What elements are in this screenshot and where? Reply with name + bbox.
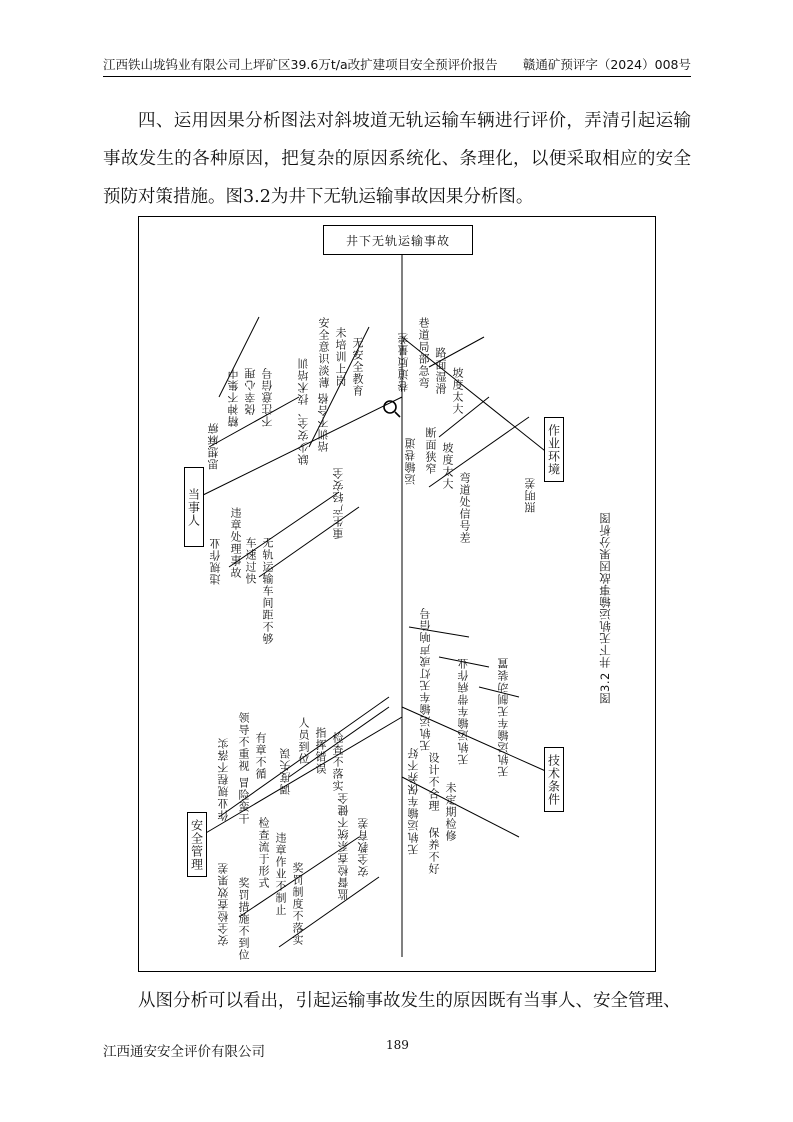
body-paragraph: 四、运用因果分析图法对斜坡道无轨运输车辆进行评价，弄清引起运输事故发生的各种原因，把复杂的原因系统化、条理化，以便采取相应的安全预防对策措施。图3.2为井下无轨运输事故因果分析图。	[103, 111, 691, 207]
body-paragraph: 从图分析可以看出，引起运输事故发生的原因既有当事人、安全管理、	[138, 991, 681, 1011]
cause-check-item: 奖罚制度不落实	[291, 862, 304, 946]
category-management: 安全管理	[187, 812, 207, 877]
page-header	[103, 56, 691, 77]
cause-maintain-item: 设计不合理	[427, 752, 440, 812]
page-number: 189	[386, 1038, 409, 1052]
cause-maintain-item: 保养不好	[427, 827, 440, 875]
cause-training-item: 安全意识淡薄	[317, 317, 330, 389]
cause-dispatch-item: 指挥错误	[314, 727, 327, 775]
cause-violation-item: 车速过快	[244, 537, 257, 585]
figure-caption: 图3.2 井下无轨运输事故因果分析图	[598, 512, 612, 704]
cause-violation: 违规作业	[209, 537, 222, 585]
cause-maintain-item: 未定期检修	[444, 782, 457, 842]
cause-road: 巷道质量差	[397, 332, 410, 392]
category-technical: 技术条件	[544, 747, 564, 812]
cause-check-item: 违章作业不制止	[274, 832, 287, 916]
report-number: 赣通矿预评字（2024）008号	[522, 57, 691, 72]
diagram-lines	[139, 217, 657, 973]
cause-training-item: 无安全教育	[351, 337, 364, 397]
cause-supervise: 监督检查系统不健全	[337, 792, 350, 900]
cause-rules-item: 冒险蛮干	[237, 777, 250, 825]
cause-lane: 运输巷道	[404, 437, 417, 485]
cause-thought-item: 不注意信号	[261, 367, 274, 427]
result-box: 井下无轨运输事故	[323, 225, 473, 255]
cause-lane-item: 断面狭窄	[424, 427, 437, 475]
cause-road-item: 坡度太大	[451, 367, 464, 415]
cause-brake: 无轨运输车无制动装置	[497, 657, 510, 777]
cause-lane-item: 坡度太大	[441, 442, 454, 490]
cause-check-item: 检查流于形式	[257, 817, 270, 889]
cause-light: 照明差	[524, 477, 537, 513]
cause-education: 安全教育差	[357, 817, 370, 877]
cause-lane-item: 弯道处信号差	[458, 472, 471, 544]
category-environment: 作业环境	[544, 417, 564, 482]
magnifier-icon	[384, 401, 400, 417]
cause-check-item: 奖罚措施不到位	[237, 877, 250, 961]
cause-rules: 作业规程不落实	[217, 737, 230, 821]
cause-thought: 思想麻痹	[207, 422, 220, 470]
cause-dispatch-item: 检查不落实	[331, 732, 344, 792]
fishbone-diagram	[138, 216, 656, 972]
cause-signal: 无轨运输车无灯或声响信号	[419, 607, 432, 751]
cause-training: 缺少安全、技术培训	[297, 357, 310, 465]
cause-violation-item: 违章处理事故	[229, 507, 242, 579]
cause-training-item: 培训不合格	[317, 392, 330, 452]
cause-rules-item: 有章不循	[254, 732, 267, 780]
cause-thought-item: 侥幸心理	[244, 367, 257, 415]
category-person: 当事人	[184, 467, 204, 547]
cause-check: 安全检查效果差	[217, 862, 230, 946]
cause-road-item: 路面湿滑	[434, 347, 447, 395]
cause-training-item: 未培训上岗	[334, 327, 347, 387]
report-title: 江西铁山垅钨业有限公司上坪矿区39.6万t/a改扩建项目安全预评价报告	[103, 57, 498, 72]
cause-rules-item: 领导不重视	[237, 712, 250, 772]
cause-production: 重生产轻安全	[332, 467, 345, 539]
footer-company: 江西通安安全评价有限公司	[103, 1044, 265, 1060]
cause-thought-item: 精神不集中	[227, 367, 240, 427]
cause-maintain: 无轨运输车保养不好	[407, 747, 420, 855]
cause-dispatch-item: 人员到位	[297, 717, 310, 765]
cause-road-item: 巷道局部急弯	[417, 317, 430, 389]
cause-faulty: 无轨运输车带病作业	[457, 657, 470, 765]
cause-dispatch: 调度失误	[279, 747, 292, 795]
cause-violation-item: 无轨运输车间距不够	[261, 537, 274, 645]
